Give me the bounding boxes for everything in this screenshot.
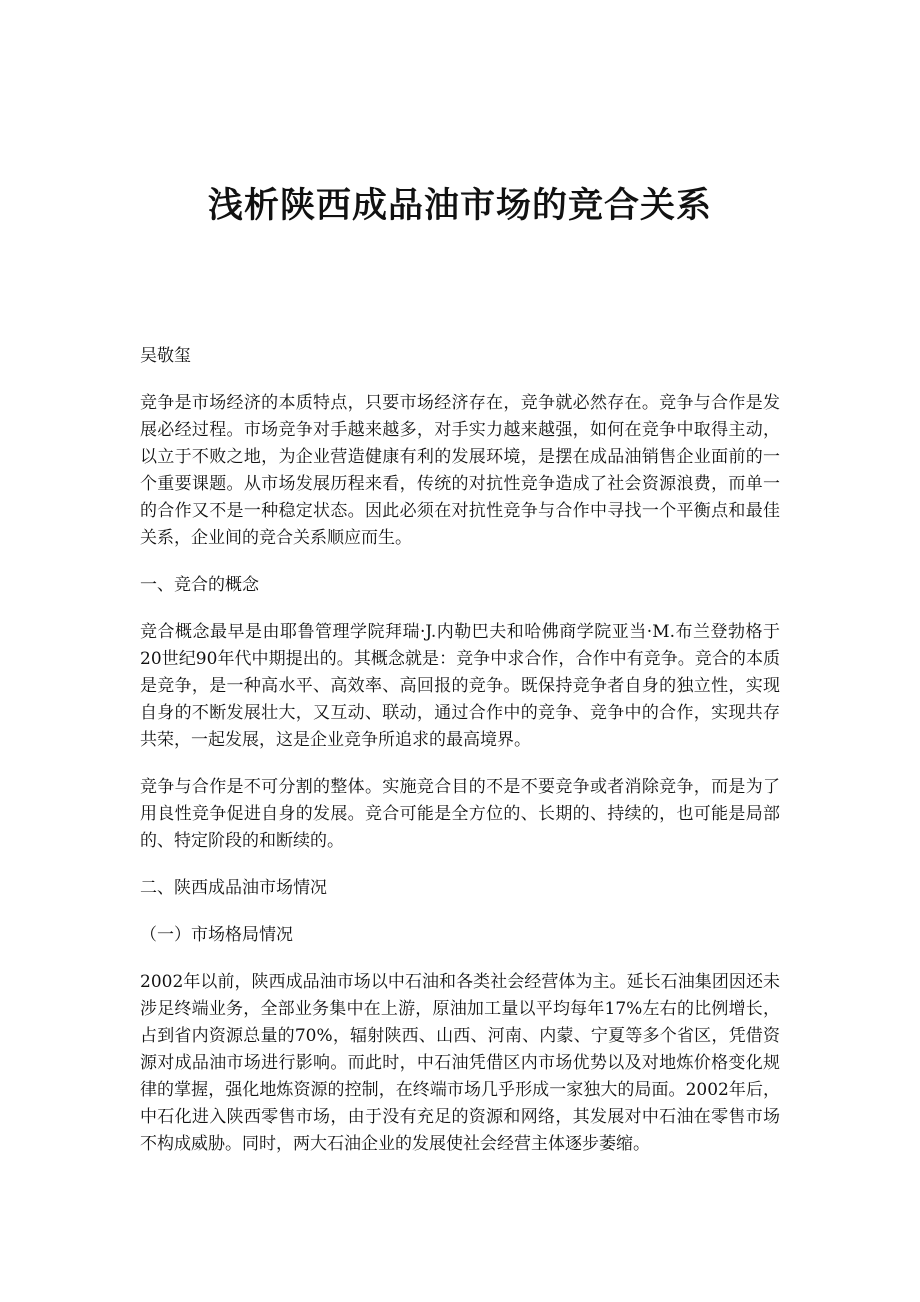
market-paragraph: 2002年以前，陕西成品油市场以中石油和各类社会经营体为主。延长石油集团因还未涉足终端业务，全部业务集中在上游，原油加工量以平均每年17%左右的比例增长，占到省内资源总量的70%，辐射陕西、山西、河南、内蒙、宁夏等多个省区，凭借资源对成品油市场进行影响。而此时，中石油凭借区内市场优势以及对地炼价格变化规律的掌握，强化地炼资源的控制，在终端市场几乎形成一家独大的局面。2002年后，中石化进入陕西零售市场，由于没有充足的资源和网络，其发展对中石油在零售市场不构成威胁。同时，两大石油企业的发展使社会经营主体逐步萎缩。 [140,972,780,1154]
document-title: 浅析陕西成品油市场的竞合关系 [207,185,712,226]
concept-paragraph-2: 竞争与合作是不可分割的整体。实施竞合目的不是不要竞争或者消除竞争，而是为了用良性竞争促进自身的发展。竞合可能是全方位的、长期的、持续的，也可能是局部的、特定阶段的和断续的。 [140,777,780,851]
author-name: 吴敬玺 [140,346,191,366]
concept-paragraph: 竞合概念最早是由耶鲁管理学院拜瑞·J.内勒巴夫和哈佛商学院亚当·M.布兰登勃格于20世纪90年代中期提出的。其概念就是：竞争中求合作，合作中有竞争。竞合的本质是竞争，是一种高水平、高效率、高回报的竞争。既保持竞争者自身的独立性，实现自身的不断发展壮大，又互动、联动，通过合作中的竞争、竞争中的合作，实现共存共荣，一起发展，这是企业竞争所追求的最高境界。 [140,622,780,750]
subsection-heading-1: （一）市场格局情况 [140,925,293,945]
document-body [140,343,780,1178]
intro-paragraph: 竞争是市场经济的本质特点，只要市场经济存在，竞争就必然存在。竞争与合作是发展必经过程。市场竞争对手越来越多，对手实力越来越强，如何在竞争中取得主动，以立于不败之地，为企业营造健康有利的发展环境，是摆在成品油销售企业面前的一个重要课题。从市场发展历程来看，传统的对抗性竞争造成了社会资源浪费，而单一的合作又不是一种稳定状态。因此必须在对抗性竞争与合作中寻找一个平衡点和最佳关系，企业间的竞合关系顺应而生。 [140,393,780,548]
section-heading-1: 一、竞合的概念 [140,575,259,595]
section-heading-2: 二、陕西成品油市场情况 [140,878,327,898]
